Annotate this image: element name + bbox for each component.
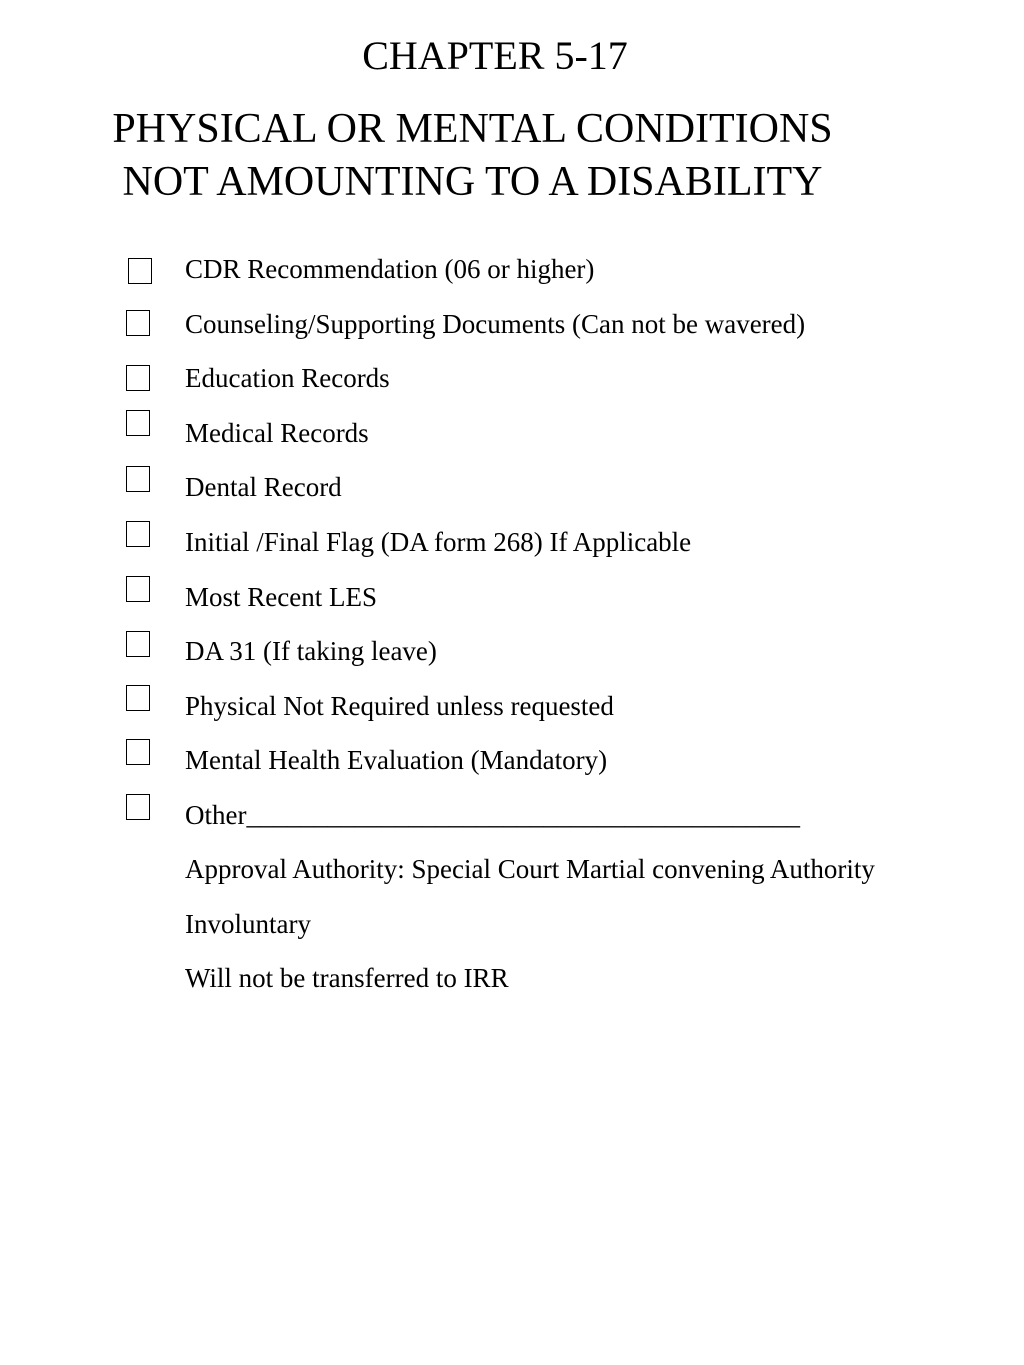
checkbox[interactable] [128, 258, 152, 284]
checklist-item-da31 [0, 632, 1024, 687]
checkbox[interactable] [126, 310, 150, 336]
checklist-item-cdr-recommendation [0, 250, 1024, 305]
checklist-item-mental-health [0, 741, 1024, 796]
checkbox[interactable] [126, 739, 150, 765]
title-line-1: PHYSICAL OR MENTAL CONDITIONS [112, 106, 833, 152]
checklist-item-other [0, 796, 1024, 851]
checklist-item-education-records [0, 359, 1024, 414]
checklist-item-label: Initial /Final Flag (DA form 268) If Applicable [185, 526, 692, 557]
checkbox[interactable] [126, 685, 150, 711]
approval-notes [185, 851, 885, 1015]
chapter-heading: CHAPTER 5-17 [362, 33, 628, 78]
document-checklist [0, 250, 1024, 851]
checklist-item-label: Counseling/Supporting Documents (Can not be wavered) [185, 308, 806, 339]
checkbox[interactable] [126, 576, 150, 602]
checkbox[interactable] [126, 410, 150, 436]
checklist-item-les [0, 578, 1024, 633]
checklist-item-label: Education Records [185, 363, 390, 394]
checklist-item-label: Mental Health Evaluation (Mandatory) [185, 745, 608, 776]
checkbox[interactable] [126, 794, 150, 820]
checklist-item-dental-record [0, 468, 1024, 523]
page-title [0, 103, 945, 209]
checklist-item-flag [0, 523, 1024, 578]
irr-transfer-text: Will not be transferred to IRR [185, 963, 509, 993]
checklist-item-label: CDR Recommendation (06 or higher) [185, 254, 595, 284]
checklist-item-label: Most Recent LES [185, 581, 377, 612]
checkbox[interactable] [126, 466, 150, 492]
checklist-item-physical [0, 687, 1024, 742]
checkbox[interactable] [126, 365, 150, 391]
checklist-item-label: Other_________________________________________ [185, 799, 800, 830]
checklist-item-label: Medical Records [185, 417, 369, 448]
checkbox[interactable] [126, 631, 150, 657]
checklist-item-medical-records [0, 414, 1024, 469]
separation-type-text: Involuntary [185, 908, 311, 939]
approval-authority-text: Approval Authority: Special Court Martial convening Authority [185, 854, 875, 884]
checklist-item-label: Dental Record [185, 472, 342, 503]
title-line-2: NOT AMOUNTING TO A DISABILITY [122, 159, 823, 205]
checklist-item-label: Physical Not Required unless requested [185, 690, 614, 721]
checkbox[interactable] [126, 521, 150, 547]
checklist-item-counseling-documents [0, 305, 1024, 360]
checklist-item-label: DA 31 (If taking leave) [185, 636, 437, 667]
